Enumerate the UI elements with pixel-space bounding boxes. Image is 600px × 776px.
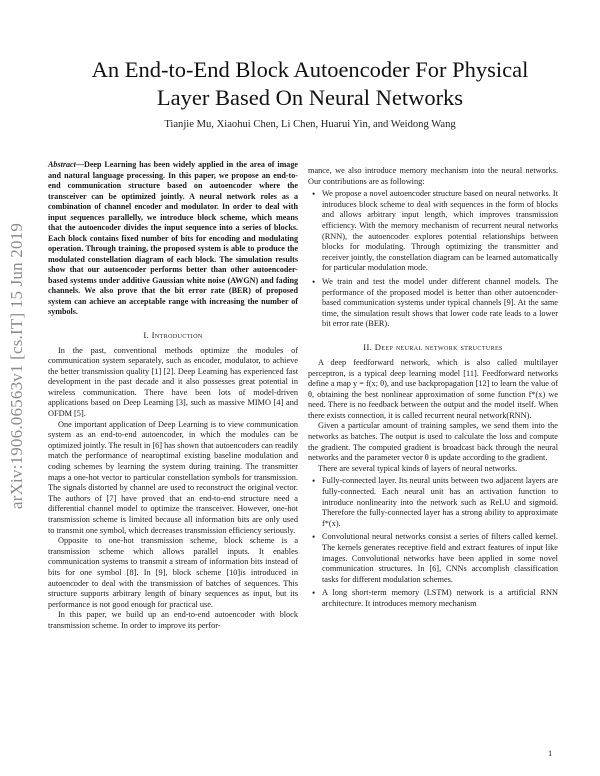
left-column [48,160,298,632]
list-item: • A long short-term memory (LSTM) network is a artificial RNN architecture. It introduces memory mechanism [322,588,558,609]
abstract [48,160,298,318]
paragraph: In this paper, we build up an end-to-end autoencoder with block transmission scheme. In order to improve its perfor- [48,610,298,630]
page-number: 1 [548,748,553,758]
author-list: Tianjie Mu, Xiaohui Chen, Li Chen, Huarui Yin, and Weidong Wang [164,119,456,130]
section-heading-dnn-structures: II. Deep neural network structures [363,341,503,352]
list-item: • Convolutional neural networks consist a series of filters called kernel. The kernels generates receptive field and extract features of input like images. Convolutional networks have been applied in some novel communication structures. In [6], CNNs accomplish classification tasks for different modulation schemes. [322,532,558,585]
abstract-text: —Deep Learning has been widely applied in the area of image and natural language processing. In this paper, we propose an end-to-end communication structure based on autoencoder where the transceiver can be optimized jointly. A neural network roles as a combination of channel encoder and modulator. In order to deal with input sequences parallelly, we introduce block scheme, which means that the autoencoder divides the input sequence into a series of blocks. Each block contains fixed number of bits for encoding and modulating operation. Through training, the proposed system is able to produce the modulated constellation diagram of each block. The simulation results show that our autoencoder performs better than other autoencoder-based systems under additive Gaussian white noise (AWGN) and fading channels. We also prove that the bit error rate (BER) of proposed system can achieve an acceptable range with increasing the number of symbols. [48,160,298,316]
paragraph: Opposite to one-hot transmission scheme, block scheme is a transmission scheme which allows parallel inputs. It enables communication systems to transmit a stream of information bits instead of bits for one symbol [8]. In [9], block scheme [10]is introduced in autoencoder to deal with the transmission of batches of sequences. This structure supports arbitrary length of binary sequences as input, but its performance is not good enough for practical use. [48,536,298,609]
contributions-list [308,189,558,330]
paragraph: A deep feedforward network, which is also called multilayer perceptron, is a typical deep learning model [11]. Feedforward networks define a map y = f(x; θ), and use backpropagation [12] to learn the value of θ, obtaining the best nonlinear approximation of some function f*(x) we need. There is no feedback between the output and the model itself. When there exists connection, it is called recurrent neural network(RNN). [308,357,558,420]
list-item: • We propose a novel autoencoder structure based on neural networks. It introduces block scheme to deal with sequences in the form of blocks and allows arbitrary input length, which improves transmission efficiency. With the memory mechanism of recurrent neural networks (RNN), the autoencoder explores potential relationships between blocks for modulating. Through optimizing the transmitter and receiver jointly, the constellation diagram can be learned automatically for particular modulation mode. [322,189,558,274]
paper-title [50,56,570,112]
paragraph: In the past, conventional methods optimize the modules of communication system separately, such as encoder, modulator, to achieve the better transmission quality [1] [2]. Deep Learning has experienced fast development in the past decade and it also possesses great potential in wireless communication. There have been lots of model-driven applications based on Deep Learning [3], such as massive MIMO [4] and OFDM [5]. [48,345,298,419]
paragraph: mance, we also introduce memory mechanism into the neural networks. Our contributions are as following: [308,166,558,186]
list-item: • We train and test the model under different channel models. The performance of the proposed model is better than other autoencoder-based communication systems under typical channels [9]. At the same time, the simulation result shows that lower code rate leads to a lower bit error rate (BER). [322,277,558,330]
paragraph: Given a particular amount of training samples, we send them into the networks as batches. The output is used to calculate the loss and compute the gradient. The computed gradient is broadcast back through the neural networks and the parameter vector θ is update according to the gradient. [308,421,558,463]
section-heading-introduction: I. Introduction [143,329,203,340]
layer-types-list [308,476,558,609]
paragraph: One important application of Deep Learning is to view communication system as an end-to-end autoencoder, in which the modules can be optimized jointly. The result in [6] has shown that autoencoders can readily match the performance of nearoptimal existing baseline modulation and coding schemes by learning the system during training. The transmitter maps a one-hot vector to particular constellation symbols for transmission. The signals distorted by channel are used to reconstruct the original vector. The authors of [7] have proved that an end-to-end structure need a differential channel model to optimize the transceiver. However, one-hot transmission scheme is limited because all information bits are only used to transmit one symbol, which decreases transmission efficiency seriously. [48,419,298,535]
title-line-2: Layer Based On Neural Networks [156,85,464,110]
paragraph: There are several typical kinds of layers of neural networks. [318,463,518,473]
right-column [308,166,558,614]
arxiv-identifier-stamp: arXiv:1906.06563v1 [cs.IT] 15 Jun 2019 [7,222,26,510]
abstract-lead: Abstract [48,160,76,169]
title-line-1: An End-to-End Block Autoencoder For Physical [91,57,529,82]
list-item: • Fully-connected layer. Its neural units between two adjacent layers are fully-connected. Each neural unit has an activation function to introduce nonlinearity into the network such as ReLU and sigmoid. Therefore the fully-connected layer has a strong ability to approximate f*(x). [322,476,558,529]
